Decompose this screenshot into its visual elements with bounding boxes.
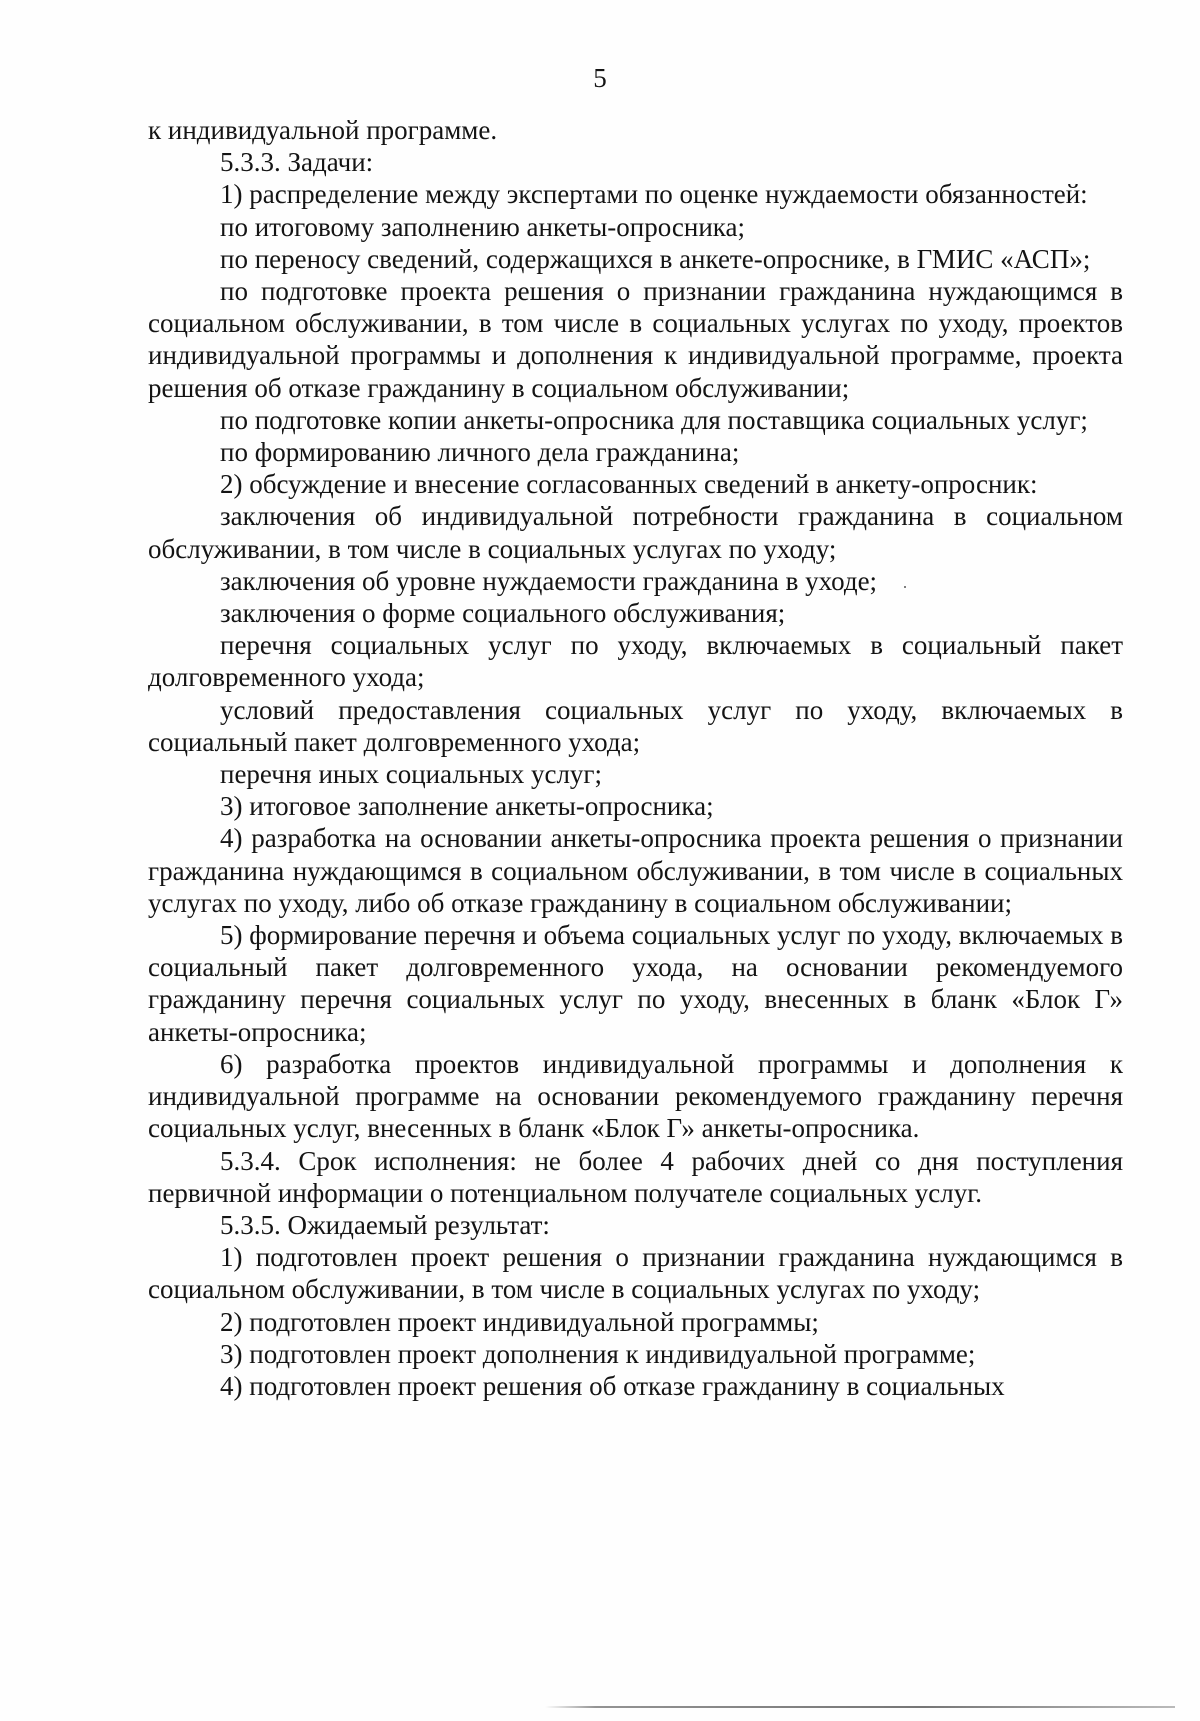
paragraph: перечня иных социальных услуг; [220, 759, 602, 790]
paragraph: 5.3.5. Ожидаемый результат: [220, 1209, 550, 1240]
paragraph: по итоговому заполнению анкеты-опросника; [220, 211, 745, 242]
paragraph: 1) подготовлен проект решения о признании гражданина нуждающимся в социальном обслуживании, в том числе в социальных услугах по уходу; [148, 1242, 1123, 1305]
scan-artifact [545, 1706, 1175, 1708]
paragraph: по подготовке копии анкеты-опросника для поставщика социальных услуг; [220, 404, 1088, 435]
paragraph: 5.3.3. Задачи: [220, 147, 374, 178]
paragraph: 4) подготовлен проект решения об отказе гражданину в социальных [220, 1370, 1005, 1401]
paragraph: 4) разработка на основании анкеты-опросника проекта решения о признании гражданина нуждающимся в социальном обслуживании, в том числе в социальных услугах по уходу, либо об отказе гражданину в социальном обслуживании; [148, 823, 1123, 918]
paragraph: 2) обсуждение и внесение согласованных сведений в анкету-опросник: [220, 469, 1038, 500]
paragraph: по подготовке проекта решения о признании гражданина нуждающимся в социальном обслуживании, в том числе в социальных услугах по уходу, проектов индивидуальной программы и дополнения к индивидуальной программе, проекта решения об отказе гражданину в социальном обслуживании; [148, 276, 1123, 403]
paragraph: по формированию личного дела гражданина; [220, 437, 740, 468]
paragraph: перечня социальных услуг по уходу, включаемых в социальный пакет долговременного ухода; [148, 630, 1123, 693]
paragraph: 5.3.4. Срок исполнения: не более 4 рабочих дней со дня поступления первичной информации о потенциальном получателе социальных услуг. [148, 1145, 1123, 1208]
paragraph: условий предоставления социальных услуг по уходу, включаемых в социальный пакет долговременного ухода; [148, 694, 1123, 757]
paragraph: 6) разработка проектов индивидуальной программы и дополнения к индивидуальной программе на основании рекомендуемого гражданину перечня социальных услуг, внесенных в бланк «Блок Г» анкеты-опросника. [148, 1048, 1123, 1144]
paragraph: заключения об индивидуальной потребности гражданина в социальном обслуживании, в том числе в социальных услугах по уходу; [148, 501, 1123, 564]
page-number: 5 [593, 63, 607, 93]
paragraph: к индивидуальной программе. [148, 115, 498, 145]
paragraph: 3) итоговое заполнение анкеты-опросника; [220, 791, 714, 822]
scan-artifact [904, 586, 906, 588]
paragraph: заключения об уровне нуждаемости гражданина в уходе; [220, 565, 878, 596]
paragraph: по переносу сведений, содержащихся в анкете-опроснике, в ГМИС «АСП»; [220, 243, 1091, 274]
paragraph: 1) распределение между экспертами по оценке нуждаемости обязанностей: [220, 179, 1088, 210]
paragraph: 5) формирование перечня и объема социальных услуг по уходу, включаемых в социальный пакет долговременного ухода, на основании рекомендуемого гражданину перечня социальных услуг по уходу, внесенных в бланк «Блок Г» анкеты-опросника; [148, 920, 1123, 1047]
paragraph: заключения о форме социального обслуживания; [220, 598, 786, 629]
document-body [148, 114, 1123, 1402]
paragraph: 3) подготовлен проект дополнения к индивидуальной программе; [220, 1338, 976, 1369]
paragraph: 2) подготовлен проект индивидуальной программы; [220, 1306, 819, 1337]
